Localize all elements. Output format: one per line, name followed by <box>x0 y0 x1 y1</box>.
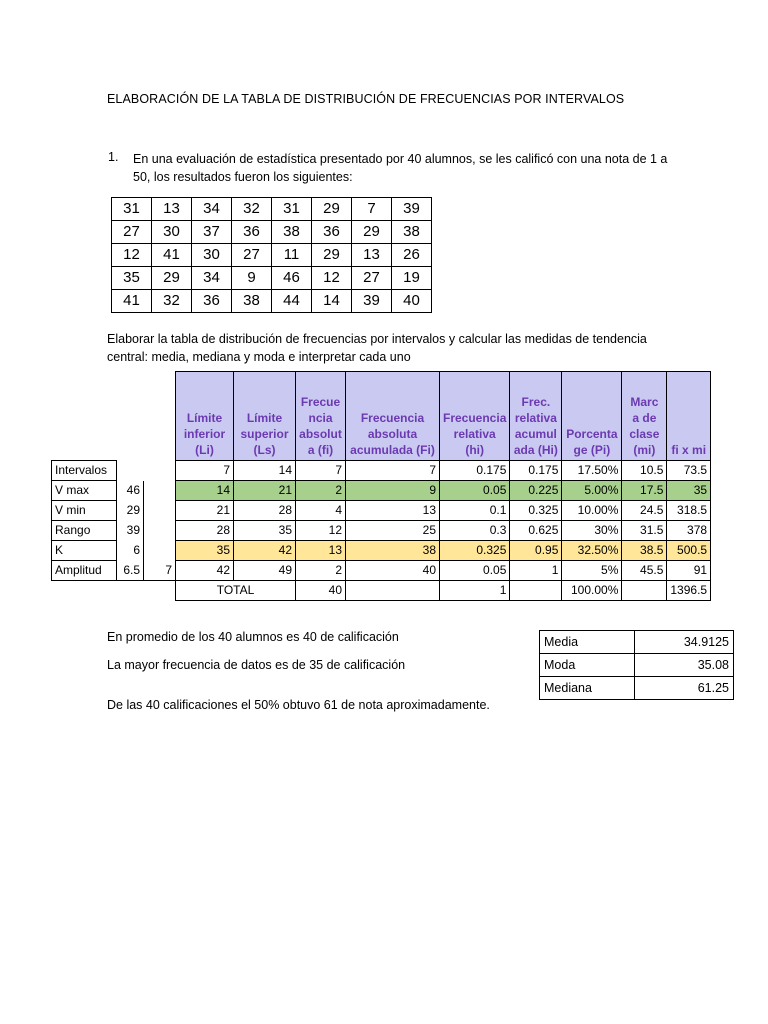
grade-cell: 27 <box>352 267 392 290</box>
freq-cell: 2 <box>296 561 346 581</box>
grade-cell: 13 <box>152 198 192 221</box>
param-row <box>52 521 176 541</box>
freq-cell: 0.325 <box>510 501 562 521</box>
grade-cell: 9 <box>232 267 272 290</box>
total-fi: 40 <box>296 581 346 601</box>
grade-cell: 38 <box>272 221 312 244</box>
grades-grid <box>111 197 432 313</box>
freq-cell: 1 <box>510 561 562 581</box>
total-hi: 1 <box>440 581 510 601</box>
freq-cell: 73.5 <box>667 461 711 481</box>
param-row <box>52 481 176 501</box>
param-extra <box>144 481 176 501</box>
total-fixmi: 1396.5 <box>667 581 711 601</box>
freq-header: Frec. relativa acumul ada (Hi) <box>510 372 562 461</box>
grade-cell: 11 <box>272 244 312 267</box>
freq-row <box>176 481 711 501</box>
grades-row <box>112 267 432 290</box>
freq-cell: 35 <box>234 521 296 541</box>
param-row <box>52 461 176 481</box>
freq-cell: 0.95 <box>510 541 562 561</box>
summary-row <box>540 677 734 700</box>
total-blank <box>622 581 667 601</box>
param-label: Intervalos <box>52 461 117 481</box>
freq-cell: 0.3 <box>440 521 510 541</box>
summary-row <box>540 654 734 677</box>
freq-header: Frecuencia relativa (hi) <box>440 372 510 461</box>
freq-cell: 17.5 <box>622 481 667 501</box>
freq-row <box>176 541 711 561</box>
param-row <box>52 561 176 581</box>
instruction-text: Elaborar la tabla de distribución de frecuencias por intervalos y calcular las medidas de tendencia central: media, mediana y moda e interpretar cada uno <box>107 332 647 364</box>
param-row <box>52 541 176 561</box>
freq-cell: 38 <box>346 541 440 561</box>
freq-cell: 30% <box>562 521 622 541</box>
question-number: 1. <box>108 150 119 164</box>
param-value <box>117 461 144 481</box>
grade-cell: 44 <box>272 290 312 313</box>
total-pi: 100.00% <box>562 581 622 601</box>
freq-cell: 14 <box>234 461 296 481</box>
grade-cell: 27 <box>232 244 272 267</box>
freq-cell: 24.5 <box>622 501 667 521</box>
freq-cell: 12 <box>296 521 346 541</box>
freq-header: Porcenta ge (Pi) <box>562 372 622 461</box>
freq-header: Límite inferior (Li) <box>176 372 234 461</box>
freq-cell: 0.325 <box>440 541 510 561</box>
grade-cell: 41 <box>112 290 152 313</box>
grade-cell: 31 <box>112 198 152 221</box>
freq-cell: 49 <box>234 561 296 581</box>
freq-cell: 45.5 <box>622 561 667 581</box>
freq-cell: 0.05 <box>440 481 510 501</box>
summary-value: 35.08 <box>635 654 734 677</box>
grades-row <box>112 244 432 267</box>
freq-cell: 28 <box>176 521 234 541</box>
freq-cell: 17.50% <box>562 461 622 481</box>
freq-header: Frecue ncia absolut a (fi) <box>296 372 346 461</box>
page-title: ELABORACIÓN DE LA TABLA DE DISTRIBUCIÓN DE FRECUENCIAS POR INTERVALOS <box>107 92 625 106</box>
freq-cell: 91 <box>667 561 711 581</box>
param-label: Amplitud <box>52 561 117 581</box>
freq-cell: 7 <box>346 461 440 481</box>
freq-cell: 38.5 <box>622 541 667 561</box>
freq-cell: 21 <box>176 501 234 521</box>
param-extra <box>144 501 176 521</box>
param-value: 29 <box>117 501 144 521</box>
summary-value: 61.25 <box>635 677 734 700</box>
grade-cell: 37 <box>192 221 232 244</box>
grade-cell: 13 <box>352 244 392 267</box>
grade-cell: 12 <box>112 244 152 267</box>
freq-cell: 9 <box>346 481 440 501</box>
freq-cell: 500.5 <box>667 541 711 561</box>
param-label: V max <box>52 481 117 501</box>
freq-header: fi x mi <box>667 372 711 461</box>
summary-label: Media <box>540 631 635 654</box>
freq-total-row <box>176 581 711 601</box>
grade-cell: 29 <box>152 267 192 290</box>
grade-cell: 32 <box>232 198 272 221</box>
freq-cell: 0.175 <box>440 461 510 481</box>
summary-label: Mediana <box>540 677 635 700</box>
freq-cell: 35 <box>176 541 234 561</box>
grade-cell: 38 <box>392 221 432 244</box>
grade-cell: 36 <box>192 290 232 313</box>
param-value: 6.5 <box>117 561 144 581</box>
grade-cell: 29 <box>312 198 352 221</box>
summary-value: 34.9125 <box>635 631 734 654</box>
param-extra: 7 <box>144 561 176 581</box>
freq-cell: 7 <box>296 461 346 481</box>
freq-cell: 14 <box>176 481 234 501</box>
total-label: TOTAL <box>176 581 296 601</box>
grade-cell: 34 <box>192 267 232 290</box>
total-blank <box>346 581 440 601</box>
param-label: V min <box>52 501 117 521</box>
param-extra <box>144 541 176 561</box>
grade-cell: 40 <box>392 290 432 313</box>
grade-cell: 39 <box>392 198 432 221</box>
freq-cell: 13 <box>346 501 440 521</box>
freq-cell: 10.5 <box>622 461 667 481</box>
freq-row <box>176 461 711 481</box>
interpretation-media: En promedio de los 40 alumnos es 40 de calificación <box>107 630 399 644</box>
freq-cell: 31.5 <box>622 521 667 541</box>
freq-header: Marc a de clase (mi) <box>622 372 667 461</box>
freq-header: Límite superior (Ls) <box>234 372 296 461</box>
freq-cell: 0.175 <box>510 461 562 481</box>
interpretation-mediana: De las 40 calificaciones el 50% obtuvo 61 de nota aproximadamente. <box>107 698 490 712</box>
summary-label: Moda <box>540 654 635 677</box>
freq-cell: 0.1 <box>440 501 510 521</box>
freq-cell: 32.50% <box>562 541 622 561</box>
grades-row <box>112 290 432 313</box>
summary-row <box>540 631 734 654</box>
summary-table <box>539 630 734 700</box>
grades-row <box>112 198 432 221</box>
grade-cell: 36 <box>232 221 272 244</box>
freq-cell: 0.05 <box>440 561 510 581</box>
freq-cell: 2 <box>296 481 346 501</box>
grade-cell: 38 <box>232 290 272 313</box>
freq-cell: 5.00% <box>562 481 622 501</box>
freq-cell: 4 <box>296 501 346 521</box>
freq-row <box>176 501 711 521</box>
grade-cell: 19 <box>392 267 432 290</box>
grade-cell: 27 <box>112 221 152 244</box>
param-row <box>52 501 176 521</box>
grade-cell: 41 <box>152 244 192 267</box>
grade-cell: 35 <box>112 267 152 290</box>
freq-cell: 13 <box>296 541 346 561</box>
param-value: 39 <box>117 521 144 541</box>
param-label: Rango <box>52 521 117 541</box>
interpretation-moda: La mayor frecuencia de datos es de 35 de calificación <box>107 658 406 672</box>
freq-cell: 25 <box>346 521 440 541</box>
freq-cell: 7 <box>176 461 234 481</box>
grade-cell: 29 <box>352 221 392 244</box>
grades-row <box>112 221 432 244</box>
param-value: 6 <box>117 541 144 561</box>
total-blank <box>510 581 562 601</box>
freq-cell: 10.00% <box>562 501 622 521</box>
param-value: 46 <box>117 481 144 501</box>
freq-cell: 42 <box>176 561 234 581</box>
grade-cell: 36 <box>312 221 352 244</box>
parameters-table <box>51 460 176 581</box>
freq-cell: 21 <box>234 481 296 501</box>
freq-cell: 378 <box>667 521 711 541</box>
freq-cell: 35 <box>667 481 711 501</box>
freq-cell: 42 <box>234 541 296 561</box>
grade-cell: 12 <box>312 267 352 290</box>
freq-cell: 28 <box>234 501 296 521</box>
freq-header: Frecuencia absoluta acumulada (Fi) <box>346 372 440 461</box>
freq-cell: 5% <box>562 561 622 581</box>
grade-cell: 32 <box>152 290 192 313</box>
grade-cell: 29 <box>312 244 352 267</box>
param-extra <box>144 521 176 541</box>
grade-cell: 26 <box>392 244 432 267</box>
freq-cell: 0.625 <box>510 521 562 541</box>
grade-cell: 30 <box>192 244 232 267</box>
freq-row <box>176 521 711 541</box>
grade-cell: 31 <box>272 198 312 221</box>
grade-cell: 46 <box>272 267 312 290</box>
grade-cell: 30 <box>152 221 192 244</box>
freq-cell: 40 <box>346 561 440 581</box>
param-extra <box>144 461 176 481</box>
grade-cell: 14 <box>312 290 352 313</box>
grade-cell: 34 <box>192 198 232 221</box>
freq-row <box>176 561 711 581</box>
grade-cell: 7 <box>352 198 392 221</box>
question-text: En una evaluación de estadística presentado por 40 alumnos, se les calificó con una nota de 1 a 50, los resultados fueron los siguientes: <box>133 152 668 184</box>
freq-cell: 318.5 <box>667 501 711 521</box>
freq-cell: 0.225 <box>510 481 562 501</box>
param-label: K <box>52 541 117 561</box>
grade-cell: 39 <box>352 290 392 313</box>
frequency-table <box>175 371 711 601</box>
